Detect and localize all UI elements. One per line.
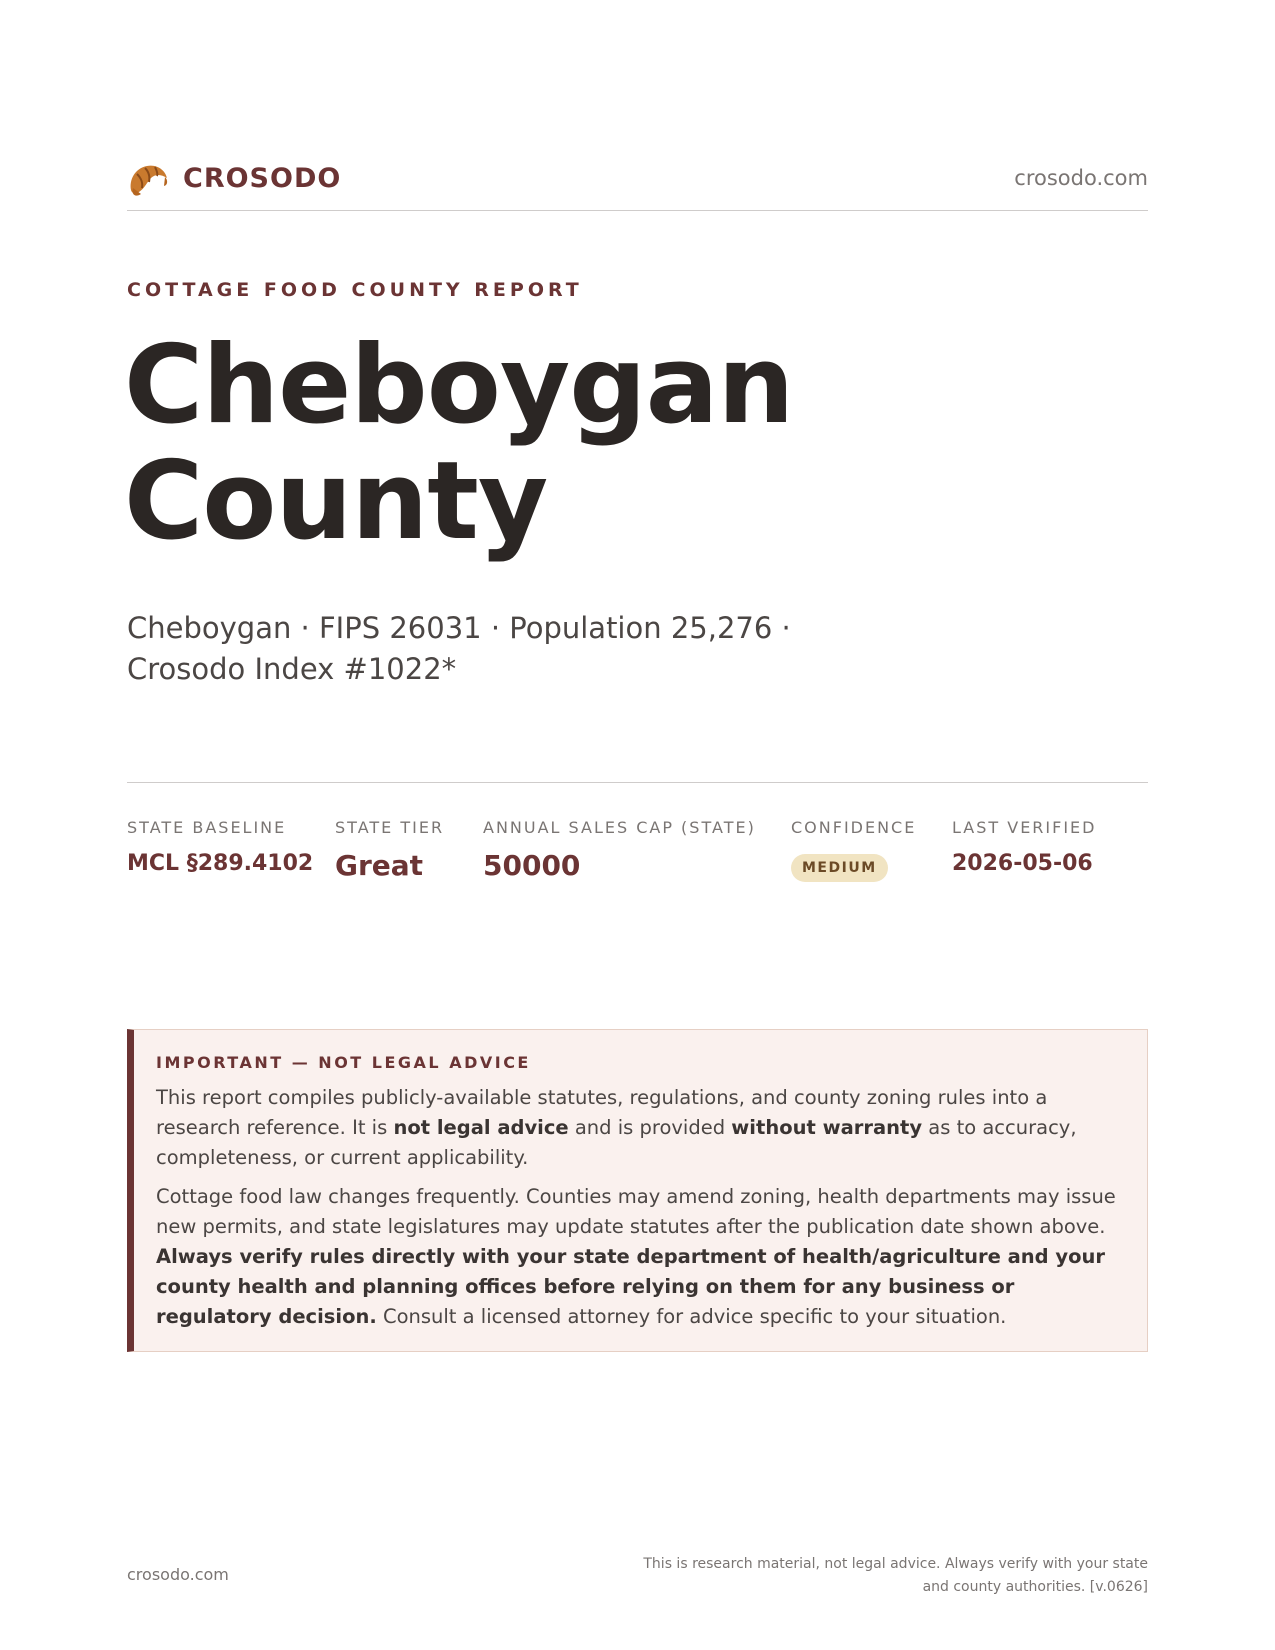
report-eyebrow: COTTAGE FOOD COUNTY REPORT [127, 279, 583, 301]
fact-label: STATE TIER [335, 818, 445, 837]
fact-value: MCL §289.4102 [127, 851, 314, 876]
report-subtitle: Cheboygan · FIPS 26031 · Population 25,276 · Crosodo Index #1022* [127, 611, 791, 686]
notice-text: as to accuracy, completeness, or current applicability. [156, 1116, 1077, 1169]
brand-name: CROSODO [183, 163, 342, 194]
fact-last-verified [952, 818, 1096, 876]
fact-annual-sales-cap [483, 818, 756, 882]
fact-label: CONFIDENCE [791, 818, 917, 837]
fact-state-baseline [127, 818, 313, 876]
footer-site-url[interactable]: crosodo.com [127, 1565, 229, 1584]
report-page [124, 0, 1148, 1650]
notice-emphasis: without warranty [731, 1116, 923, 1139]
fact-label: ANNUAL SALES CAP (STATE) [483, 818, 756, 837]
notice-text: Cottage food law changes frequently. Counties may amend zoning, health departments may issue new permits, and state legislatures may update statutes after the publication date shown above. [156, 1185, 1116, 1238]
fact-value: Great [335, 849, 424, 882]
page-title [124, 323, 794, 564]
legal-notice [127, 1029, 1148, 1352]
notice-emphasis: not legal advice [393, 1116, 569, 1139]
fact-value: 50000 [483, 849, 581, 882]
fact-state-tier [335, 818, 444, 882]
header-divider [127, 210, 1148, 211]
fact-value: 2026-05-06 [952, 851, 1093, 876]
notice-title: IMPORTANT — NOT LEGAL ADVICE [156, 1053, 531, 1072]
fact-confidence [791, 818, 916, 882]
notice-text: This report compiles publicly-available statutes, regulations, and county zoning rules into a research reference. It is [156, 1086, 1048, 1139]
footer-disclaimer: This is research material, not legal advice. Always verify with your state and county authorities. [v.0626] [643, 1556, 1148, 1595]
notice-text: Consult a licensed attorney for advice specific to your situation. [376, 1305, 1007, 1328]
notice-paragraph-1 [156, 1083, 1121, 1173]
fact-label: STATE BASELINE [127, 818, 287, 837]
title-line-2: County [124, 439, 548, 564]
croissant-icon [127, 160, 169, 200]
notice-paragraph-2 [156, 1182, 1121, 1332]
notice-text: and is provided [568, 1116, 732, 1139]
page-header [127, 156, 1148, 206]
notice-emphasis: Always verify rules directly with your state department of health/agriculture and your county health and planning offices before relying on them for any business or regulatory decision. [156, 1245, 1106, 1328]
confidence-badge: MEDIUM [791, 854, 888, 882]
fact-label: LAST VERIFIED [952, 818, 1097, 837]
facts-divider [127, 782, 1148, 783]
site-url[interactable]: crosodo.com [1014, 166, 1148, 190]
title-line-1: Cheboygan [124, 323, 794, 448]
